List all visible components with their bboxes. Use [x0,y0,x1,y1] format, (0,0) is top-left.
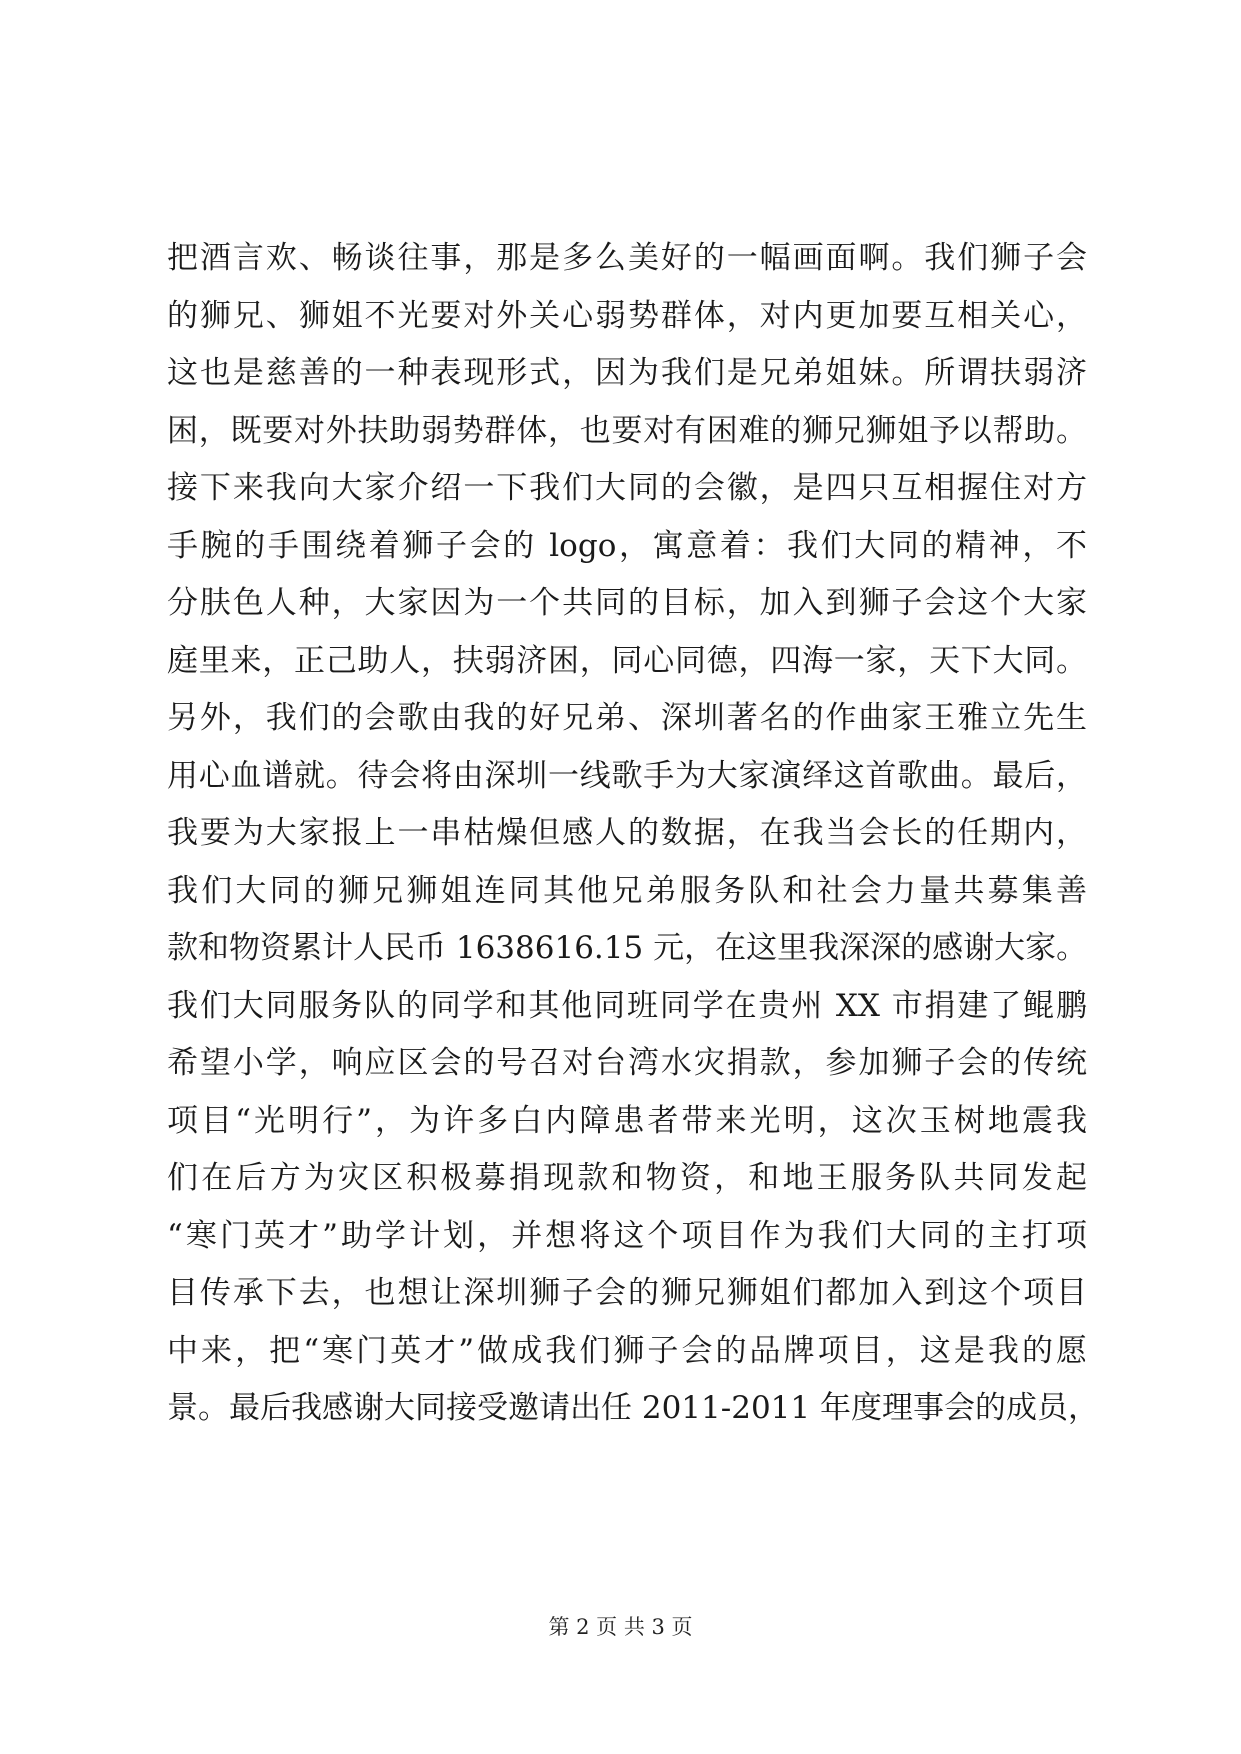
text-line: 用心血谱就。待会将由深圳一线歌手为大家演绎这首歌曲。最后， [167,757,1087,794]
text-line: 把酒言欢、畅谈往事，那是多么美好的一幅画面啊。我们狮子会 [167,240,1087,276]
text-line: 的狮兄、狮姐不光要对外关心弱势群体，对内更加要互相关心， [167,297,1087,334]
text-line: 这也是慈善的一种表现形式，因为我们是兄弟姐妹。所谓扶弱济 [167,355,1087,391]
text-line: 我要为大家报上一串枯燥但感人的数据，在我当会长的任期内， [167,815,1087,851]
text-line: 另外，我们的会歌由我的好兄弟、深圳著名的作曲家王雅立先生 [167,700,1087,736]
text-line: 手腕的手围绕着狮子会的 logo，寓意着：我们大同的精神，不 [167,527,1087,564]
text-line: 分肤色人种，大家因为一个共同的目标，加入到狮子会这个大家 [167,585,1087,621]
text-line: 目传承下去，也想让深圳狮子会的狮兄狮姐们都加入到这个项目 [167,1275,1087,1311]
text-line: “寒门英才”助学计划，并想将这个项目作为我们大同的主打项 [167,1217,1087,1254]
text-line: 中来，把“寒门英才”做成我们狮子会的品牌项目，这是我的愿 [167,1332,1087,1369]
text-line: 景。最后我感谢大同接受邀请出任 2011-2011 年度理事会的成员， [167,1390,1099,1426]
text-line: 庭里来，正己助人，扶弱济困，同心同德，四海一家，天下大同。 [167,642,1087,679]
text-line: 希望小学，响应区会的号召对台湾水灾捐款，参加狮子会的传统 [167,1045,1087,1081]
page-footer: 第 2 页 共 3 页 [548,1615,693,1639]
text-line: 项目“光明行”，为许多白内障患者带来光明，这次玉树地震我 [167,1102,1087,1139]
body-text [167,230,1099,1438]
text-line: 我们大同服务队的同学和其他同班同学在贵州 XX 市捐建了鲲鹏 [167,987,1087,1024]
text-line: 款和物资累计人民币 1638616.15 元，在这里我深深的感谢大家。 [167,930,1088,966]
text-line: 接下来我向大家介绍一下我们大同的会徽，是四只互相握住对方 [167,470,1087,506]
text-line: 困，既要对外扶助弱势群体，也要对有困难的狮兄狮姐予以帮助。 [167,412,1087,449]
text-line: 们在后方为灾区积极募捐现款和物资，和地王服务队共同发起 [167,1160,1087,1196]
text-line: 我们大同的狮兄狮姐连同其他兄弟服务队和社会力量共募集善 [167,872,1087,909]
